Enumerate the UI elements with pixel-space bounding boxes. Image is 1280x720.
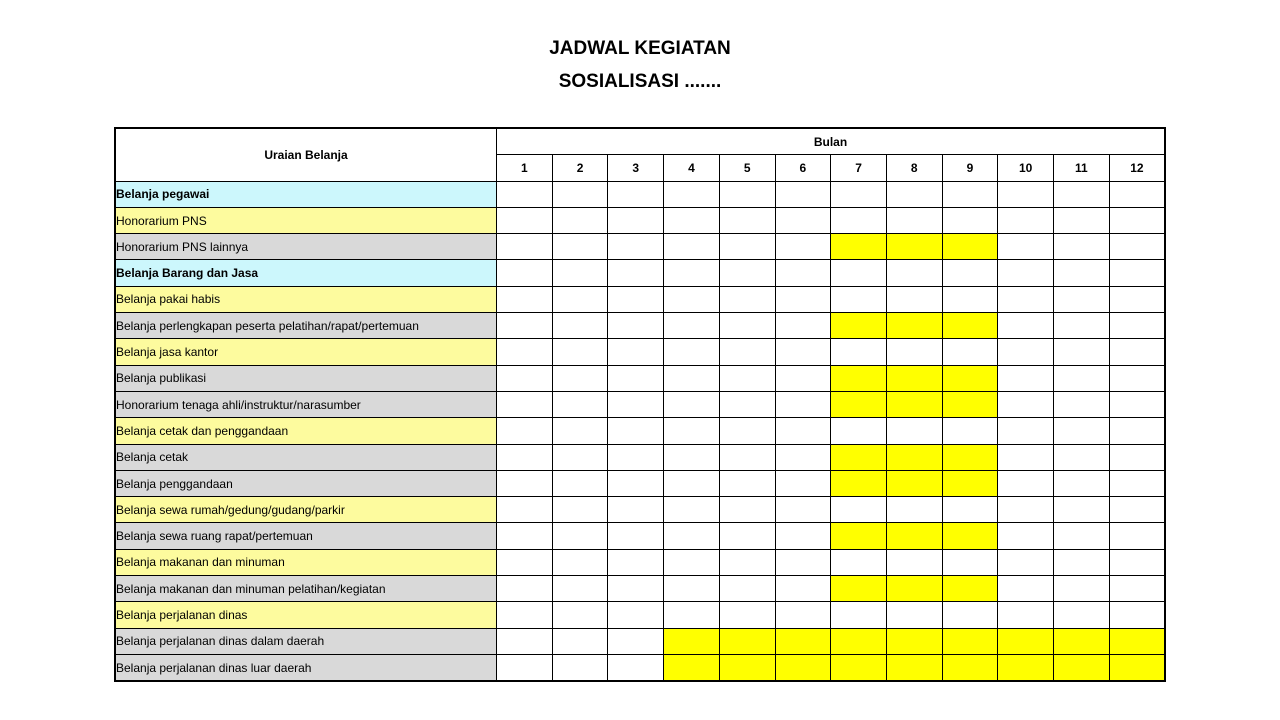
month-cell: [998, 497, 1054, 523]
month-cell-active: [998, 654, 1054, 681]
month-cell: [1054, 576, 1110, 602]
month-cell: [497, 207, 553, 233]
month-cell: [497, 628, 553, 654]
month-cell-active: [664, 628, 720, 654]
month-header: 11: [1054, 155, 1110, 181]
month-cell: [664, 549, 720, 575]
month-cell: [664, 260, 720, 286]
month-cell-active: [886, 313, 942, 339]
month-cell: [497, 602, 553, 628]
table-row: [115, 313, 1165, 339]
month-cell: [719, 470, 775, 496]
month-cell: [775, 576, 831, 602]
month-cell: [608, 654, 664, 681]
month-cell: [1109, 523, 1165, 549]
table-row: [115, 523, 1165, 549]
month-cell: [552, 549, 608, 575]
month-cell: [719, 391, 775, 417]
month-cell: [886, 286, 942, 312]
month-cell: [1054, 286, 1110, 312]
month-cell: [831, 339, 887, 365]
month-cell: [942, 497, 998, 523]
month-cell: [1109, 418, 1165, 444]
month-cell: [775, 286, 831, 312]
month-cell: [1109, 260, 1165, 286]
table-row: [115, 654, 1165, 681]
subcategory-label: Belanja cetak dan penggandaan: [115, 418, 497, 444]
month-cell-active: [831, 628, 887, 654]
month-cell: [1109, 391, 1165, 417]
month-cell: [664, 313, 720, 339]
month-cell: [831, 418, 887, 444]
month-cell: [942, 260, 998, 286]
month-cell: [1109, 286, 1165, 312]
month-cell: [831, 286, 887, 312]
month-cell-active: [831, 234, 887, 260]
month-cell: [886, 207, 942, 233]
month-cell: [608, 391, 664, 417]
month-cell: [497, 470, 553, 496]
month-cell: [886, 181, 942, 207]
month-cell: [831, 497, 887, 523]
month-cell: [998, 576, 1054, 602]
month-cell: [719, 339, 775, 365]
month-cell: [1109, 576, 1165, 602]
table-row: [115, 181, 1165, 207]
month-cell-active: [831, 391, 887, 417]
month-cell: [497, 497, 553, 523]
month-cell: [719, 418, 775, 444]
month-cell-active: [664, 654, 720, 681]
table-row: [115, 234, 1165, 260]
month-cell: [664, 391, 720, 417]
month-cell-active: [719, 628, 775, 654]
month-cell: [1109, 365, 1165, 391]
month-cell: [942, 418, 998, 444]
month-cell: [719, 576, 775, 602]
subcategory-label: Belanja pakai habis: [115, 286, 497, 312]
month-cell: [497, 234, 553, 260]
item-label: Belanja perjalanan dinas luar daerah: [115, 654, 497, 681]
month-cell: [497, 444, 553, 470]
month-cell: [497, 339, 553, 365]
month-cell: [775, 391, 831, 417]
month-cell: [552, 313, 608, 339]
table-row: [115, 207, 1165, 233]
month-cell-active: [831, 576, 887, 602]
month-cell: [664, 339, 720, 365]
month-cell: [831, 181, 887, 207]
month-cell: [942, 549, 998, 575]
month-cell: [552, 523, 608, 549]
month-cell: [775, 444, 831, 470]
month-cell: [497, 260, 553, 286]
month-cell: [664, 470, 720, 496]
month-cell: [1054, 181, 1110, 207]
month-cell: [552, 234, 608, 260]
month-cell: [552, 207, 608, 233]
month-cell: [608, 523, 664, 549]
month-cell: [552, 260, 608, 286]
month-cell-active: [942, 313, 998, 339]
month-cell-active: [1054, 628, 1110, 654]
month-cell: [608, 628, 664, 654]
month-cell: [664, 365, 720, 391]
month-cell: [1109, 549, 1165, 575]
month-cell-active: [886, 444, 942, 470]
month-cell: [608, 576, 664, 602]
month-cell: [719, 234, 775, 260]
month-cell-active: [831, 523, 887, 549]
table-row: [115, 444, 1165, 470]
month-cell: [719, 365, 775, 391]
table-row: [115, 339, 1165, 365]
bulan-header: Bulan: [497, 128, 1166, 155]
month-cell: [942, 286, 998, 312]
month-header: 2: [552, 155, 608, 181]
month-cell: [497, 549, 553, 575]
item-label: Honorarium PNS lainnya: [115, 234, 497, 260]
month-cell: [608, 602, 664, 628]
month-cell: [719, 523, 775, 549]
month-cell: [886, 602, 942, 628]
month-cell: [886, 339, 942, 365]
month-cell: [1054, 602, 1110, 628]
month-cell: [1109, 497, 1165, 523]
category-label: Belanja pegawai: [115, 181, 497, 207]
month-cell: [775, 602, 831, 628]
month-header: 6: [775, 155, 831, 181]
month-cell-active: [775, 628, 831, 654]
month-cell: [1054, 339, 1110, 365]
schedule-table: [114, 127, 1166, 682]
month-cell: [719, 286, 775, 312]
month-cell-active: [886, 576, 942, 602]
month-cell: [775, 523, 831, 549]
month-cell: [552, 391, 608, 417]
month-cell: [719, 497, 775, 523]
month-cell-active: [998, 628, 1054, 654]
month-cell: [942, 339, 998, 365]
month-cell: [775, 234, 831, 260]
month-cell: [998, 391, 1054, 417]
subcategory-label: Belanja makanan dan minuman: [115, 549, 497, 575]
month-cell: [664, 181, 720, 207]
month-cell: [552, 602, 608, 628]
month-cell-active: [942, 470, 998, 496]
month-cell: [608, 207, 664, 233]
month-cell: [998, 365, 1054, 391]
month-cell: [664, 576, 720, 602]
month-cell: [886, 497, 942, 523]
month-cell: [664, 418, 720, 444]
month-cell: [719, 313, 775, 339]
month-cell: [664, 207, 720, 233]
month-header: 10: [998, 155, 1054, 181]
month-cell: [664, 497, 720, 523]
table-row: [115, 418, 1165, 444]
month-cell-active: [942, 654, 998, 681]
month-cell-active: [942, 234, 998, 260]
month-cell: [998, 470, 1054, 496]
month-cell: [608, 339, 664, 365]
month-cell-active: [831, 470, 887, 496]
item-label: Belanja makanan dan minuman pelatihan/kegiatan: [115, 576, 497, 602]
month-cell: [1054, 497, 1110, 523]
month-cell-active: [886, 654, 942, 681]
month-header: 5: [719, 155, 775, 181]
month-cell: [775, 365, 831, 391]
month-cell: [998, 418, 1054, 444]
month-header: 1: [497, 155, 553, 181]
month-cell: [552, 497, 608, 523]
month-cell: [608, 181, 664, 207]
month-cell-active: [886, 470, 942, 496]
table-header: [115, 128, 1165, 181]
month-cell-active: [886, 391, 942, 417]
month-cell: [1109, 339, 1165, 365]
month-cell: [942, 602, 998, 628]
month-header: 7: [831, 155, 887, 181]
month-cell: [497, 365, 553, 391]
month-cell: [775, 470, 831, 496]
month-cell: [1054, 523, 1110, 549]
month-cell-active: [831, 444, 887, 470]
month-cell: [998, 207, 1054, 233]
month-cell: [608, 365, 664, 391]
table-body: [115, 181, 1165, 681]
month-cell: [1109, 470, 1165, 496]
month-cell: [664, 444, 720, 470]
month-cell: [608, 260, 664, 286]
month-cell-active: [886, 365, 942, 391]
month-cell: [998, 313, 1054, 339]
item-label: Belanja perjalanan dinas dalam daerah: [115, 628, 497, 654]
month-cell-active: [942, 523, 998, 549]
month-cell-active: [1109, 628, 1165, 654]
table-row: [115, 576, 1165, 602]
month-cell: [1054, 391, 1110, 417]
month-cell: [775, 181, 831, 207]
month-cell: [664, 234, 720, 260]
month-cell: [886, 418, 942, 444]
month-cell: [497, 654, 553, 681]
month-cell: [552, 628, 608, 654]
month-cell: [608, 418, 664, 444]
month-cell: [886, 549, 942, 575]
month-cell-active: [942, 444, 998, 470]
month-cell-active: [886, 628, 942, 654]
month-cell: [1054, 549, 1110, 575]
month-cell: [608, 470, 664, 496]
month-cell: [1109, 602, 1165, 628]
subcategory-label: Honorarium PNS: [115, 207, 497, 233]
month-cell: [719, 207, 775, 233]
month-header: 3: [608, 155, 664, 181]
month-cell: [998, 286, 1054, 312]
item-label: Belanja publikasi: [115, 365, 497, 391]
month-cell: [719, 260, 775, 286]
month-cell: [552, 181, 608, 207]
month-cell: [719, 549, 775, 575]
month-cell: [552, 365, 608, 391]
month-cell: [1109, 444, 1165, 470]
month-cell: [1109, 234, 1165, 260]
subcategory-label: Belanja sewa rumah/gedung/gudang/parkir: [115, 497, 497, 523]
month-cell: [608, 549, 664, 575]
month-cell-active: [831, 365, 887, 391]
table-row: [115, 602, 1165, 628]
month-cell: [664, 523, 720, 549]
month-cell-active: [1109, 654, 1165, 681]
month-cell: [775, 313, 831, 339]
month-cell-active: [942, 628, 998, 654]
month-cell: [497, 181, 553, 207]
month-cell: [497, 418, 553, 444]
month-cell: [608, 286, 664, 312]
month-cell: [552, 444, 608, 470]
month-cell-active: [719, 654, 775, 681]
month-cell: [552, 339, 608, 365]
month-cell: [1054, 234, 1110, 260]
month-cell-active: [775, 654, 831, 681]
table-row: [115, 286, 1165, 312]
month-cell: [719, 602, 775, 628]
table-row: [115, 470, 1165, 496]
month-cell: [497, 523, 553, 549]
month-cell: [998, 339, 1054, 365]
table-row: [115, 391, 1165, 417]
month-cell-active: [886, 234, 942, 260]
month-cell: [942, 181, 998, 207]
title-line-1: JADWAL KEGIATAN: [549, 38, 731, 59]
table-row: [115, 628, 1165, 654]
month-cell: [942, 207, 998, 233]
month-header: 12: [1109, 155, 1165, 181]
month-cell: [831, 602, 887, 628]
month-cell: [775, 497, 831, 523]
month-cell: [608, 313, 664, 339]
subcategory-label: Belanja jasa kantor: [115, 339, 497, 365]
month-cell: [497, 313, 553, 339]
header-row-top: [115, 128, 1165, 155]
item-label: Belanja perlengkapan peserta pelatihan/rapat/pertemuan: [115, 313, 497, 339]
month-cell: [998, 181, 1054, 207]
month-cell: [998, 234, 1054, 260]
month-cell-active: [886, 523, 942, 549]
month-cell: [998, 260, 1054, 286]
month-cell: [1054, 418, 1110, 444]
month-cell: [1054, 313, 1110, 339]
table-row: [115, 497, 1165, 523]
month-cell-active: [831, 313, 887, 339]
table-row: [115, 549, 1165, 575]
month-cell: [775, 207, 831, 233]
item-label: Belanja cetak: [115, 444, 497, 470]
month-cell: [497, 286, 553, 312]
month-cell: [608, 444, 664, 470]
month-cell: [719, 444, 775, 470]
month-cell-active: [942, 365, 998, 391]
table-row: [115, 365, 1165, 391]
month-cell: [1109, 207, 1165, 233]
month-cell: [552, 418, 608, 444]
month-header: 9: [942, 155, 998, 181]
month-cell: [998, 523, 1054, 549]
month-cell: [608, 497, 664, 523]
month-cell-active: [831, 654, 887, 681]
month-cell: [775, 260, 831, 286]
document-title: [0, 32, 1280, 98]
month-cell: [608, 234, 664, 260]
category-label: Belanja Barang dan Jasa: [115, 260, 497, 286]
month-cell: [831, 207, 887, 233]
month-cell: [1054, 260, 1110, 286]
month-cell: [998, 602, 1054, 628]
month-header: 4: [664, 155, 720, 181]
month-cell: [552, 470, 608, 496]
month-cell: [886, 260, 942, 286]
month-cell: [1054, 444, 1110, 470]
month-cell: [1109, 181, 1165, 207]
month-cell-active: [1054, 654, 1110, 681]
title-line-2: SOSIALISASI .......: [558, 71, 722, 92]
subcategory-label: Belanja perjalanan dinas: [115, 602, 497, 628]
month-cell: [552, 654, 608, 681]
month-cell: [831, 549, 887, 575]
month-cell: [998, 549, 1054, 575]
month-cell: [497, 576, 553, 602]
month-cell: [552, 286, 608, 312]
month-cell: [998, 444, 1054, 470]
month-cell: [831, 260, 887, 286]
month-cell-active: [942, 576, 998, 602]
month-cell: [1054, 207, 1110, 233]
table-row: [115, 260, 1165, 286]
month-cell: [775, 339, 831, 365]
month-header: 8: [886, 155, 942, 181]
uraian-header: Uraian Belanja: [115, 128, 497, 181]
month-cell: [775, 418, 831, 444]
month-cell: [719, 181, 775, 207]
item-label: Belanja sewa ruang rapat/pertemuan: [115, 523, 497, 549]
month-cell: [1054, 470, 1110, 496]
month-cell: [1109, 313, 1165, 339]
month-cell-active: [942, 391, 998, 417]
month-cell: [552, 576, 608, 602]
item-label: Belanja penggandaan: [115, 470, 497, 496]
month-cell: [1054, 365, 1110, 391]
month-cell: [664, 286, 720, 312]
item-label: Honorarium tenaga ahli/instruktur/narasumber: [115, 391, 497, 417]
month-cell: [775, 549, 831, 575]
month-cell: [497, 391, 553, 417]
month-cell: [664, 602, 720, 628]
